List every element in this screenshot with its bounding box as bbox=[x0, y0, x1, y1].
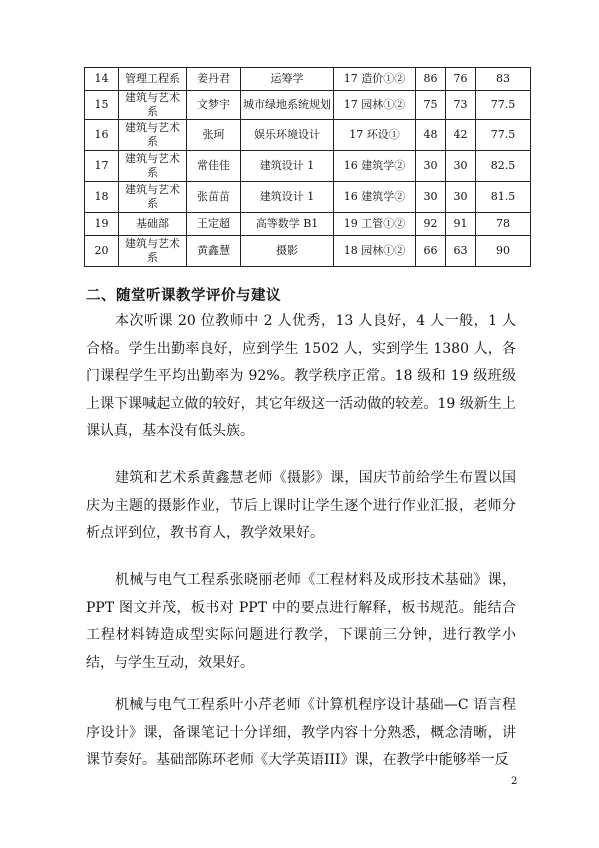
cell-teacher: 常佳佳 bbox=[187, 151, 241, 182]
cell-teacher: 姜丹君 bbox=[187, 68, 241, 91]
paragraph-materials: 机械与电气工程系张晓丽老师《工程材料及成形技术基础》课，PPT 图文并茂，板书对 PPT 中的要点进行解释，板书规范。能结合工程材料铸造成型实际问题进行教学，下课前三分钟，进行教学小结，与学生互动，效果好。 bbox=[86, 572, 516, 671]
cell-count-expected: 30 bbox=[416, 151, 446, 182]
cell-no: 18 bbox=[85, 182, 119, 213]
cell-no: 17 bbox=[85, 151, 119, 182]
paragraph-photography: 建筑和艺术系黄鑫慧老师《摄影》课，国庆节前给学生布置以国庆为主题的摄影作业，节后上课时让学生逐个进行作业汇报，老师分析点评到位，教书育人，教学效果好。 bbox=[86, 470, 516, 541]
cell-teacher: 张苗苗 bbox=[187, 182, 241, 213]
cell-class: 18 园林①② bbox=[334, 236, 416, 267]
cell-no: 19 bbox=[85, 213, 119, 236]
cell-teacher: 黄鑫慧 bbox=[187, 236, 241, 267]
cell-teacher: 王定超 bbox=[187, 213, 241, 236]
cell-score: 78 bbox=[476, 213, 531, 236]
cell-course: 摄影 bbox=[241, 236, 334, 267]
cell-count-actual: 76 bbox=[446, 68, 476, 91]
cell-count-expected: 66 bbox=[416, 236, 446, 267]
cell-count-actual: 30 bbox=[446, 182, 476, 213]
page-number: 2 bbox=[511, 776, 518, 787]
table-row bbox=[85, 151, 531, 182]
cell-score: 81.5 bbox=[476, 182, 531, 213]
table-row bbox=[85, 213, 531, 236]
cell-class: 16 建筑学② bbox=[334, 151, 416, 182]
cell-class: 17 造价①② bbox=[334, 68, 416, 91]
cell-class: 19 工管①② bbox=[334, 213, 416, 236]
cell-no: 15 bbox=[85, 91, 119, 120]
cell-count-actual: 63 bbox=[446, 236, 476, 267]
table-row bbox=[85, 68, 531, 91]
cell-no: 20 bbox=[85, 236, 119, 267]
cell-dept: 管理工程系 bbox=[119, 68, 187, 91]
cell-score: 83 bbox=[476, 68, 531, 91]
paragraph-summary: 本次听课 20 位教师中 2 人优秀，13 人良好，4 人一般，1 人合格。学生出勤率良好，应到学生 1502 人，实到学生 1380 人，各门课程学生平均出勤率为 92%。教学秩序正常。18 级和 19 级班级上课下课喊起立做的较好，其它年级这一活动做的较差。19 级新生上课认真，基本没有低头族。 bbox=[86, 313, 516, 439]
cell-count-actual: 91 bbox=[446, 213, 476, 236]
cell-score: 77.5 bbox=[476, 91, 531, 120]
cell-course: 运筹学 bbox=[241, 68, 334, 91]
cell-class: 16 建筑学② bbox=[334, 182, 416, 213]
cell-class: 17 园林①② bbox=[334, 91, 416, 120]
cell-course: 建筑设计 1 bbox=[241, 151, 334, 182]
cell-dept: 建筑与艺术系 bbox=[119, 151, 187, 182]
cell-dept: 建筑与艺术系 bbox=[119, 91, 187, 120]
cell-count-actual: 30 bbox=[446, 151, 476, 182]
table-row bbox=[85, 236, 531, 267]
section-heading: 二、随堂听课教学评价与建议 bbox=[86, 288, 281, 304]
cell-teacher: 文梦宇 bbox=[187, 91, 241, 120]
cell-score: 82.5 bbox=[476, 151, 531, 182]
cell-course: 高等数学 B1 bbox=[241, 213, 334, 236]
table-row bbox=[85, 182, 531, 213]
cell-count-expected: 86 bbox=[416, 68, 446, 91]
cell-course: 城市绿地系统规划 bbox=[241, 91, 334, 120]
table-row bbox=[85, 120, 531, 151]
cell-dept: 建筑与艺术系 bbox=[119, 236, 187, 267]
cell-course: 建筑设计 1 bbox=[241, 182, 334, 213]
cell-course: 娱乐环境设计 bbox=[241, 120, 334, 151]
cell-count-actual: 73 bbox=[446, 91, 476, 120]
cell-count-expected: 92 bbox=[416, 213, 446, 236]
cell-no: 14 bbox=[85, 68, 119, 91]
cell-no: 16 bbox=[85, 120, 119, 151]
cell-score: 77.5 bbox=[476, 120, 531, 151]
cell-count-expected: 75 bbox=[416, 91, 446, 120]
cell-dept: 建筑与艺术系 bbox=[119, 182, 187, 213]
cell-count-expected: 48 bbox=[416, 120, 446, 151]
paragraph-programming: 机械与电气工程系叶小芹老师《计算机程序设计基础—C 语言程序设计》课，备课笔记十分详细，教学内容十分熟悉，概念清晰，讲课节奏好。基础部陈环老师《大学英语III》课，在教学中能够举一反 bbox=[86, 697, 516, 768]
table-row bbox=[85, 91, 531, 120]
evaluation-table bbox=[84, 67, 531, 267]
cell-class: 17 环设① bbox=[334, 120, 416, 151]
cell-count-expected: 30 bbox=[416, 182, 446, 213]
cell-dept: 建筑与艺术系 bbox=[119, 120, 187, 151]
cell-dept: 基础部 bbox=[119, 213, 187, 236]
cell-teacher: 张珂 bbox=[187, 120, 241, 151]
cell-count-actual: 42 bbox=[446, 120, 476, 151]
cell-score: 90 bbox=[476, 236, 531, 267]
